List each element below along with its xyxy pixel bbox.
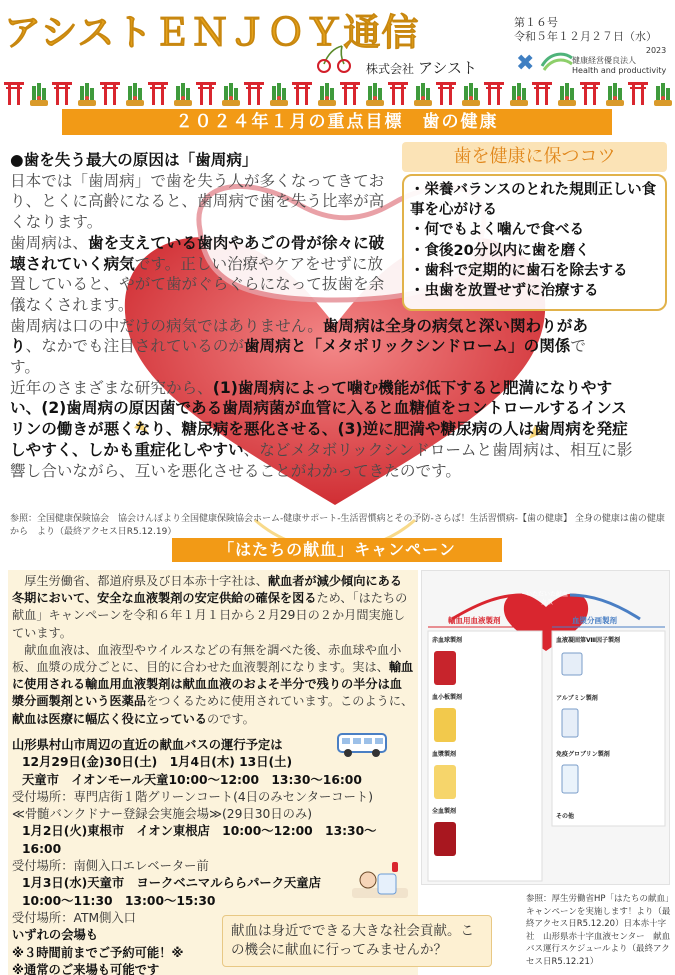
section1-reference: 参照：全国健康保険協会 協会けんぽより全国健康保険協会ホーム-健康サポート-生活習慣病とその予防-さらば！生活習慣病-【歯の健康】 全身の健康は歯の健康から より（最終アクセス日R5.12.19） <box>10 514 665 537</box>
section2-banner: 「はたちの献血」キャンペーン <box>172 538 502 562</box>
kadomatsu-icon <box>366 83 384 106</box>
emphasis: 歯を支えている歯肉やあごの骨が徐々に破壊されていく病気 <box>10 233 385 273</box>
product-label: 血液凝固第Ⅷ因子製剤 <box>556 637 621 644</box>
text: です。正しい治療やケアをせずに放置していると、やがて歯がぐらぐらになって抜歯を余儀なくされます。 <box>10 254 385 314</box>
section2-body <box>8 570 418 735</box>
torii-gate-icon <box>436 82 456 105</box>
torii-gate-icon <box>244 82 264 105</box>
product-label: 免疫グロブリン製剤 <box>556 751 610 758</box>
tip-item: ・何でもよく噛んで食べる <box>410 222 584 239</box>
company-name <box>366 57 477 78</box>
section2-reference: 参照：厚生労働省HP「はたちの献血」キャンペーンを実施します！より（最終アクセス日R5.12.20）日本赤十字社 山形県赤十字血液センター 献血バス運行スケジュールより（最終アクセス日R5.12.21） <box>526 894 671 967</box>
kadomatsu-icon <box>222 83 240 106</box>
torii-gate-icon <box>340 82 360 105</box>
text: 、なかでも注目されているのが <box>25 337 244 356</box>
company-main: アシスト <box>418 59 477 77</box>
certification-text <box>572 46 666 76</box>
bus-note: ≪骨髄バンクドナー登録会実施会場≫(29日30日のみ) <box>12 807 313 822</box>
tip-item: ・虫歯を放置せずに治療する <box>410 283 599 300</box>
product-label: 全血製剤 <box>432 808 457 815</box>
kadomatsu-icon <box>414 83 432 106</box>
text: をつくるために使用されています。このように、 <box>146 694 414 709</box>
emphasis: 歯周病は全身の病気と深い関わりがあり <box>10 316 588 356</box>
newsletter-title: アシストＥＮＪＯＹ通信 <box>4 11 420 54</box>
section1-heading: ●歯を失う最大の原因は「歯周病」 <box>10 151 258 169</box>
closing-line: ※３時間前までご予約可能！※ <box>12 945 184 960</box>
blood-product-infographic <box>421 570 670 885</box>
kadomatsu-icon <box>270 83 288 106</box>
torii-gate-icon <box>628 82 648 105</box>
closing-line: ※通常のご来場も可能です <box>12 962 160 975</box>
cherry-icon <box>310 44 356 74</box>
kadomatsu-icon <box>126 83 144 106</box>
text: 近年のさまざまな研究から、 <box>10 378 213 397</box>
torii-gate-icon <box>580 82 600 105</box>
company-prefix: 株式会社 <box>366 62 415 76</box>
text: ため、「はたちの献血」キャンペーンを令和６年１月１日から２月29日の２か月間実施しています。 <box>12 591 408 640</box>
issue-info <box>514 16 657 44</box>
bus-icon <box>336 732 388 758</box>
emphasis: 献血者が減少傾向にある冬期において、安全な血液製剤の安定供給の確保を図る <box>12 574 402 606</box>
cert-name: 健康経営優良法人 <box>572 56 636 65</box>
bus-dates: 12月29日(金)30日(土) 1月4日(木) 13日(土) <box>22 755 293 770</box>
kadomatsu-icon <box>318 83 336 106</box>
donation-callout: 献血は身近でできる大きな社会貢献。この機会に献血に行ってみませんか？ <box>222 915 492 967</box>
new-year-decoration-border <box>0 78 675 108</box>
torii-gate-icon <box>484 82 504 105</box>
kadomatsu-icon <box>654 83 672 106</box>
infographic-center-label: いただいた献血血液 <box>526 591 569 606</box>
transfusion-products-title: 輸血用血液製剤 <box>448 616 501 625</box>
text: です。 <box>10 337 587 377</box>
kadomatsu-icon <box>174 83 192 106</box>
issue-number: 第１６号 <box>514 16 558 29</box>
product-label: 血小板製剤 <box>432 694 463 701</box>
text: 歯周病は口の中だけの病気ではありません。 <box>10 316 323 335</box>
product-label: 血漿製剤 <box>432 751 457 758</box>
product-label: アルブミン製剤 <box>556 695 598 702</box>
product-label: 赤血球製剤 <box>432 637 463 644</box>
text: 厚生労働省、都道府県及び日本赤十字社は、 <box>24 574 268 588</box>
bus-time: 10:00～11:30 13:00～15:30 <box>22 893 216 908</box>
blood-donation-illustration <box>348 860 412 910</box>
text: 、などメタボリックシンドロームと歯周病は、相互に影響し合いながら、互いを悪化させることがわかってきたのです。 <box>10 440 633 480</box>
kadomatsu-icon <box>30 83 48 106</box>
tips-title: 歯を健康に保つコツ <box>402 142 667 172</box>
kadomatsu-icon <box>558 83 576 106</box>
bus-reception: 受付場所：南側入口エレベーター前 <box>12 859 209 874</box>
text: 献血血液は、血液型やウイルスなどの有無を調べた後、赤血球や血小板、血漿の成分ごとに、目的に合わせた血液製剤になります。実は、 <box>12 642 402 675</box>
issue-date: 令和５年１２月２７日（水） <box>514 30 657 43</box>
torii-gate-icon <box>292 82 312 105</box>
emphasis: 献血は医療に幅広く役に立っている <box>12 711 207 726</box>
bus-location: 1月3日(水)天童市 ヨークベニマルららパーク天童店 <box>22 876 321 891</box>
section2-paragraph <box>12 642 414 728</box>
closing-line: いずれの会場も <box>12 928 99 943</box>
section2-paragraph <box>12 573 414 642</box>
section1-paragraph <box>10 378 635 482</box>
emphasis: (1)歯周病によって噛む機能が低下すると肥満になりやすい、(2)歯周病の原因菌である歯周病菌が血管に入ると血糖値をコントロールするインスリンの働きが悪くなり、糖尿病を悪化させる、(3)逆に肥満や糖尿病の人は歯周病を発症しやすく、しかも重症化しやすい <box>10 378 628 459</box>
emphasis: 歯周病と「メタボリックシンドローム」の関係 <box>243 337 571 356</box>
bus-location: 天童市 イオンモール天童10:00～12:00 13:30～16:00 <box>22 772 362 787</box>
kadomatsu-icon <box>462 83 480 106</box>
tip-item: ・食後20分以内に歯を磨く <box>410 242 590 259</box>
text: のです。 <box>207 711 255 726</box>
section1-paragraph <box>10 233 395 316</box>
tip-item: ・栄養バランスのとれた規則正しい食事を心がける <box>410 182 657 219</box>
torii-gate-icon <box>532 82 552 105</box>
cert-sub: Health and productivity <box>572 66 667 75</box>
product-label: その他 <box>556 813 575 820</box>
plasma-products-title: 血漿分画製剤 <box>572 616 617 625</box>
section1-paragraph: 日本では「歯周病」で歯を失う人が多くなってきており、とくに高齢になると、歯周病で歯を失う比率が高くなります。 <box>10 171 385 232</box>
text: 歯周病は、 <box>10 233 88 252</box>
bus-reception: 受付場所：ATM側入口 <box>12 910 136 925</box>
x-mark-icon: ✖ <box>516 51 535 76</box>
kadomatsu-icon <box>606 83 624 106</box>
section1-body <box>10 150 670 481</box>
bus-schedule-title: 山形県村山市周辺の直近の献血バスの運行予定は <box>12 738 283 752</box>
section1-paragraph <box>10 316 615 378</box>
cert-year: 2023 <box>645 46 667 55</box>
tip-item: ・歯科で定期的に歯石を除去する <box>410 262 628 279</box>
health-certification-logo <box>540 50 574 72</box>
torii-gate-icon <box>4 82 24 105</box>
emphasis: 輸血に使用される輸血用血液製剤は献血血液のおよそ半分で残りの半分は血漿分画製剤という医薬品 <box>12 660 414 709</box>
torii-gate-icon <box>196 82 216 105</box>
kadomatsu-icon <box>510 83 528 106</box>
kadomatsu-icon <box>78 83 96 106</box>
torii-gate-icon <box>148 82 168 105</box>
bus-reception: 受付場所：専門店街１階グリーンコート(4日のみセンターコート) <box>12 789 373 804</box>
section1-banner: ２０２４年１月の重点目標 歯の健康 <box>62 109 612 135</box>
torii-gate-icon <box>388 82 408 105</box>
torii-gate-icon <box>100 82 120 105</box>
bus-location: 1月2日(火)東根市 イオン東根店 10:00～12:00 13:30～16:00 <box>22 824 377 856</box>
torii-gate-icon <box>52 82 72 105</box>
